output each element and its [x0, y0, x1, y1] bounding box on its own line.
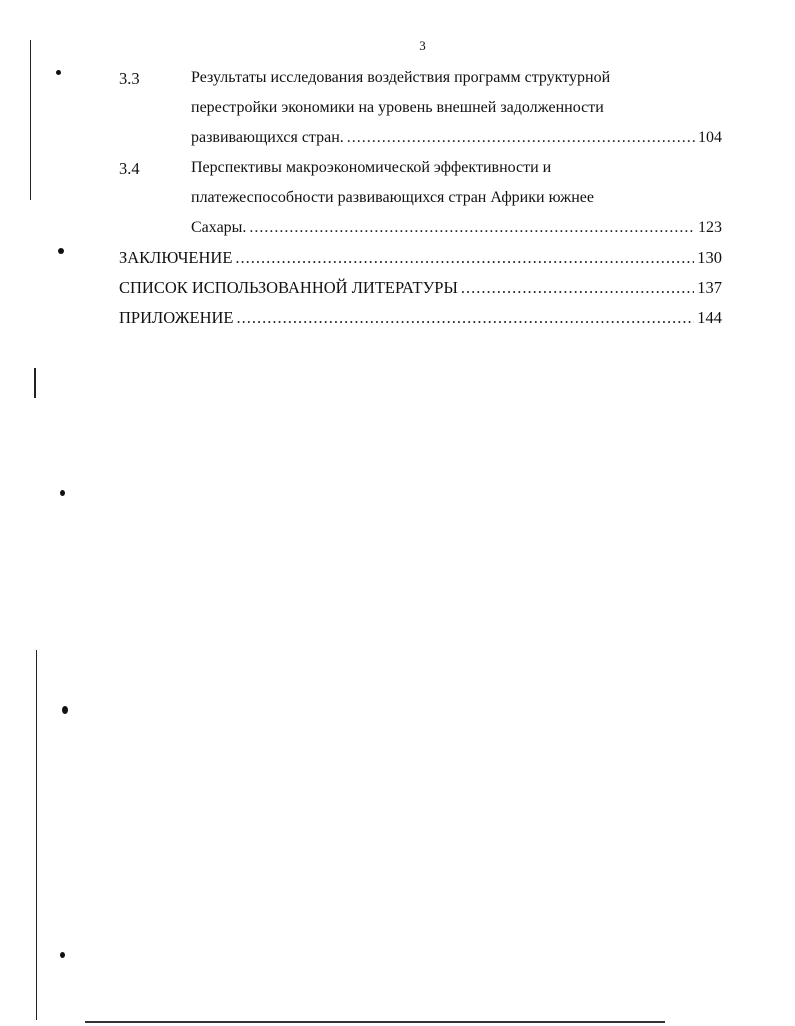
toc-section-appendix — [119, 308, 722, 328]
dot-leader — [249, 219, 695, 237]
scan-edge-line — [36, 650, 37, 1020]
toc-section-references — [119, 278, 722, 298]
scan-edge-line — [30, 40, 31, 200]
toc-entry-leader-line — [191, 129, 722, 147]
scan-dot — [60, 952, 65, 958]
toc-entry-text-line: платежеспособности развивающихся стран Африки южнее — [191, 189, 594, 206]
toc-section-title: ПРИЛОЖЕНИЕ — [119, 308, 234, 327]
toc-entry-number: 3.4 — [119, 159, 140, 178]
scan-dot — [62, 706, 68, 714]
toc-entry-text-line: Результаты исследования воздействия программ структурной — [191, 69, 611, 86]
toc-entry-text-line: перестройки экономики на уровень внешней задолженности — [191, 99, 604, 116]
scan-edge-line — [34, 368, 36, 398]
toc-page-number: 130 — [697, 248, 722, 267]
toc-page-number: 137 — [697, 278, 722, 297]
dot-leader — [347, 129, 695, 147]
scan-dot — [56, 70, 61, 75]
toc-page-number: 144 — [697, 308, 722, 327]
toc-section-title: СПИСОК ИСПОЛЬЗОВАННОЙ ЛИТЕРАТУРЫ — [119, 278, 458, 297]
toc-section-title: ЗАКЛЮЧЕНИЕ — [119, 248, 233, 267]
toc-entry-text-line: развивающихся стран. — [191, 129, 344, 146]
scan-bottom-line — [85, 1021, 665, 1023]
toc-page-number: 123 — [698, 219, 722, 236]
toc-entry-text-line: Сахары. — [191, 219, 247, 236]
page-number: 3 — [419, 38, 426, 53]
dot-leader — [235, 248, 694, 268]
scan-dot — [60, 490, 65, 496]
toc-entry-leader-line — [191, 219, 722, 237]
dot-leader — [236, 308, 694, 328]
toc-entry-number: 3.3 — [119, 69, 140, 88]
toc-section-conclusion — [119, 248, 722, 268]
dot-leader — [461, 278, 694, 298]
toc-page-number: 104 — [698, 129, 722, 146]
scan-dot — [58, 248, 64, 254]
toc-entry-text-line: Перспективы макроэкономической эффективности и — [191, 159, 552, 176]
